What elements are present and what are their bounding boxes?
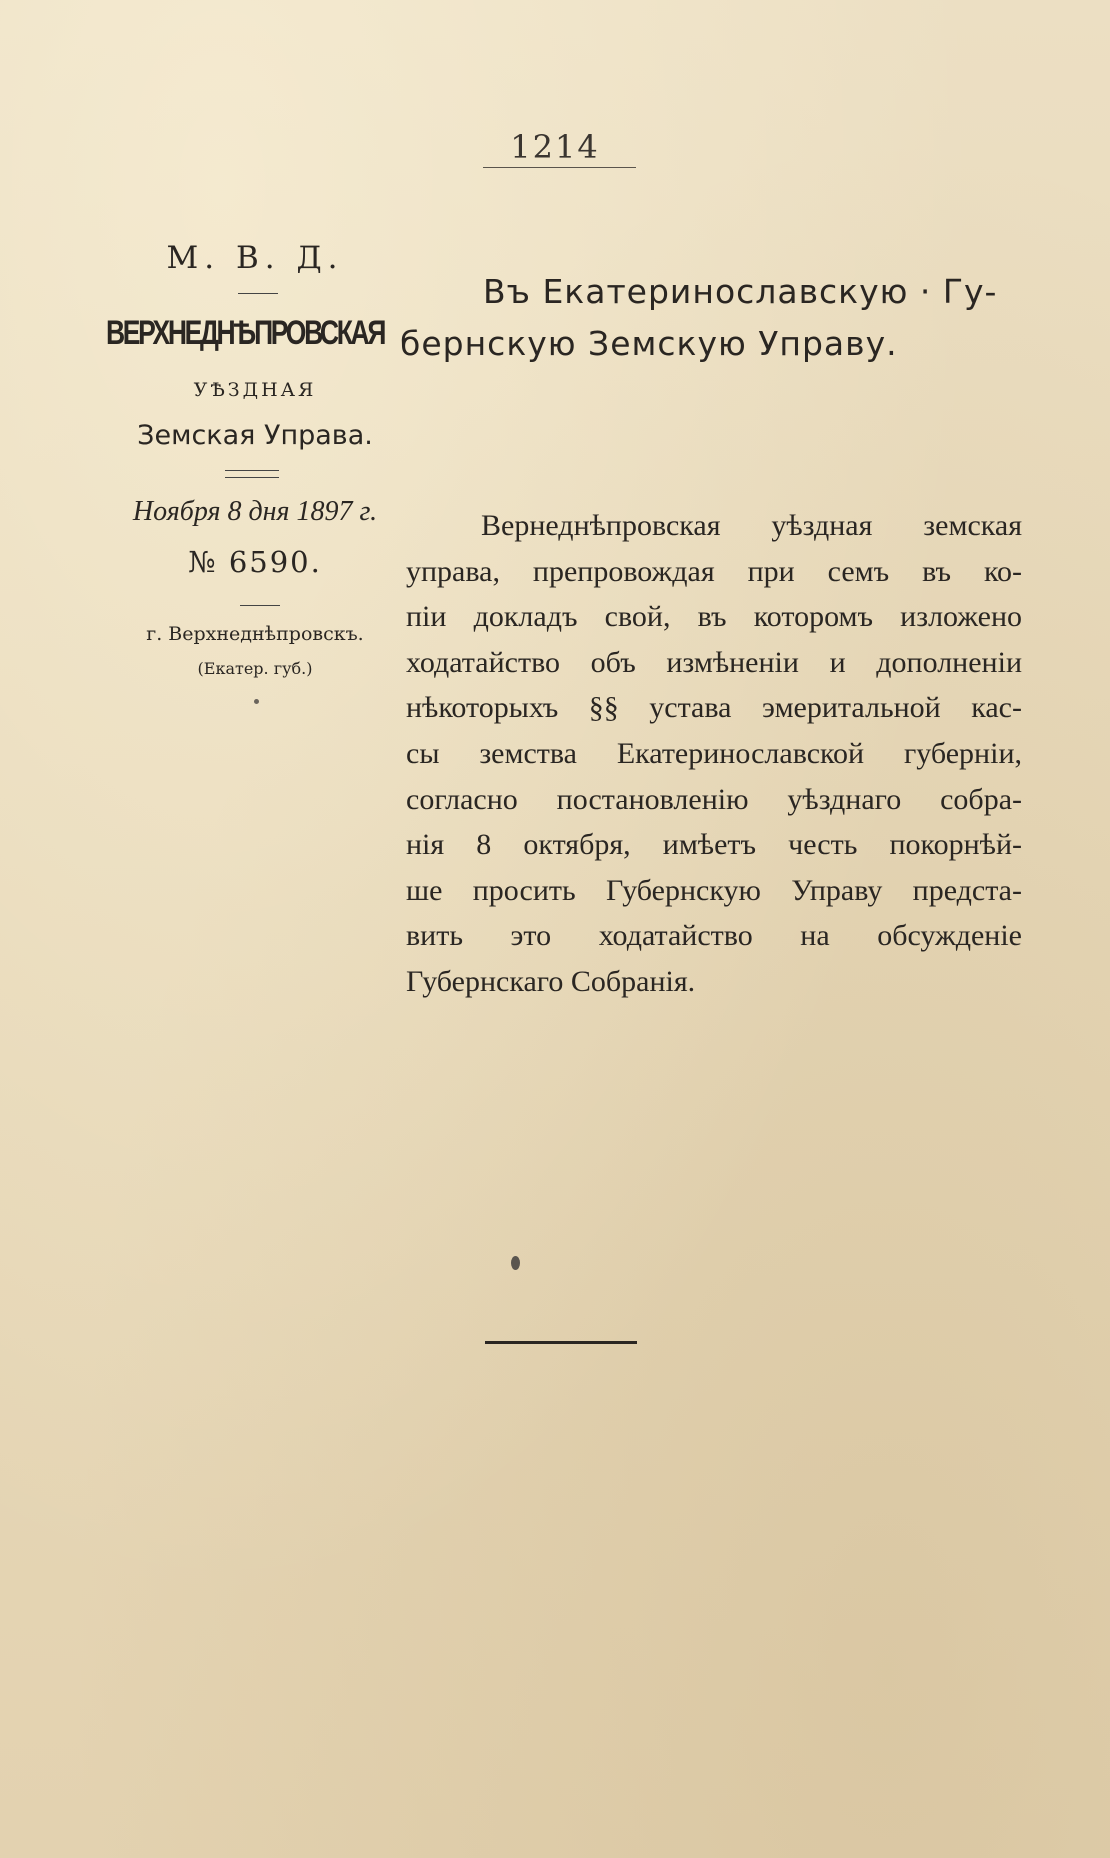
- body-name: Земская Управа.: [137, 420, 373, 451]
- body-line: ходатайство объ измѣненіи и дополненіи: [406, 645, 1022, 679]
- body-line: нія 8 октября, имѣетъ честь покорнѣй-: [406, 828, 1022, 862]
- body-line: сы земства Екатеринославской губерніи,: [406, 736, 1022, 770]
- body-line: согласно постановленію уѣзднаго собра-: [406, 782, 1022, 816]
- body-line: нѣкоторыхъ §§ устава эмеритальной кас-: [406, 691, 1022, 725]
- divider: [240, 605, 280, 606]
- ministry-abbreviation: М. В. Д.: [166, 240, 344, 276]
- page-number-underline: [483, 167, 636, 168]
- addressee-line-1: Въ Екатеринославскую · Гу-: [483, 272, 998, 311]
- divider: [238, 293, 278, 294]
- page-number: 1214: [510, 128, 600, 166]
- closing-rule: [485, 1341, 637, 1344]
- double-divider: [225, 470, 279, 478]
- province: (Екатер. губ.): [197, 659, 313, 678]
- body-line: Губернскаго Собранія.: [406, 964, 696, 998]
- ink-speck: [254, 699, 259, 704]
- addressee: [400, 266, 1040, 370]
- organization-name: ВЕРХНЕДНѢПРОВСКАЯ: [106, 314, 385, 352]
- body-line: управа, препровождая при семъ въ ко-: [406, 554, 1022, 588]
- city: г. Верхнеднѣпровскъ.: [146, 623, 364, 645]
- body-line: Вернеднѣпровская уѣздная земская: [481, 509, 1022, 542]
- letter-body: [406, 503, 1022, 1005]
- uezd-label: УѢЗДНАЯ: [193, 379, 317, 401]
- body-line: вить это ходатайство на обсужденіе: [406, 919, 1022, 953]
- document-date: Ноября 8 дня 1897 г.: [132, 496, 378, 527]
- document-number: № 6590.: [188, 545, 322, 579]
- ink-spot: [511, 1256, 520, 1270]
- body-line: ше просить Губернскую Управу предста-: [406, 873, 1022, 907]
- addressee-line-2: бернскую Земскую Управу.: [400, 324, 898, 363]
- body-line: піи докладъ свой, въ которомъ изложено: [406, 600, 1022, 634]
